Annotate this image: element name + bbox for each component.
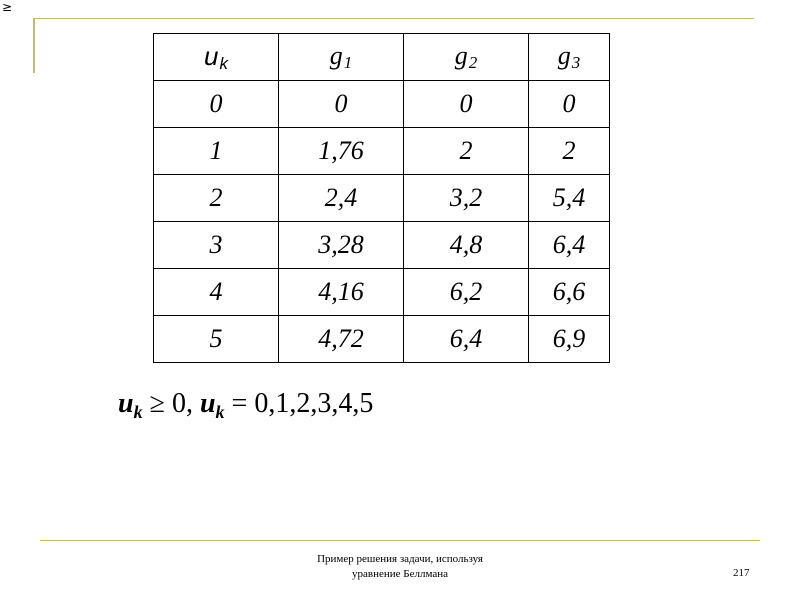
table-cell: 1,76 [279,128,404,175]
table-cell: 2 [154,175,279,222]
table-row [154,316,610,363]
table-row [154,81,610,128]
table-cell: 5,4 [529,175,610,222]
table-cell: 4,72 [279,316,404,363]
table-cell: 3 [154,222,279,269]
header-cell-g3: $g_3$ [529,34,610,81]
table-cell: 0 [529,81,610,128]
corner-mark: ≥ [2,0,13,14]
table-cell: 6,4 [404,316,529,363]
table-cell: 0 [279,81,404,128]
table-cell: 0 [404,81,529,128]
page-number: 217 [733,567,750,579]
table-cell: 1 [154,128,279,175]
table-cell: 4,8 [404,222,529,269]
table-cell: 3,2 [404,175,529,222]
table-cell: 6,9 [529,316,610,363]
header-cell-uk: $u_k$ [154,34,279,81]
table-cell: 2,4 [279,175,404,222]
table-row [154,128,610,175]
footer-caption-line: Пример решения задачи, используя [317,553,483,565]
table-cell: 5 [154,316,279,363]
table-cell: 2 [529,128,610,175]
table-cell: 4,16 [279,269,404,316]
table-header-row [154,34,610,81]
table-cell: 4 [154,269,279,316]
header-cell-g2: $g_2$ [404,34,529,81]
footer-caption [250,552,550,582]
header-cell-g1: $g_1$ [279,34,404,81]
values-table [153,33,610,363]
table-row [154,175,610,222]
constraint-formula: $u_k \ge 0$, $u_k = 0,1,2,3,4,5$ [118,388,374,422]
table-cell: 6,4 [529,222,610,269]
table-cell: 6,6 [529,269,610,316]
table-cell: 6,2 [404,269,529,316]
decorative-top-line [34,18,754,19]
footer-caption-line: уравнение Беллмана [352,568,448,580]
decorative-bottom-line [40,540,760,541]
table-row [154,269,610,316]
table-cell: 0 [154,81,279,128]
decorative-left-line [33,18,35,73]
table-cell: 2 [404,128,529,175]
table-row [154,222,610,269]
table-cell: 3,28 [279,222,404,269]
